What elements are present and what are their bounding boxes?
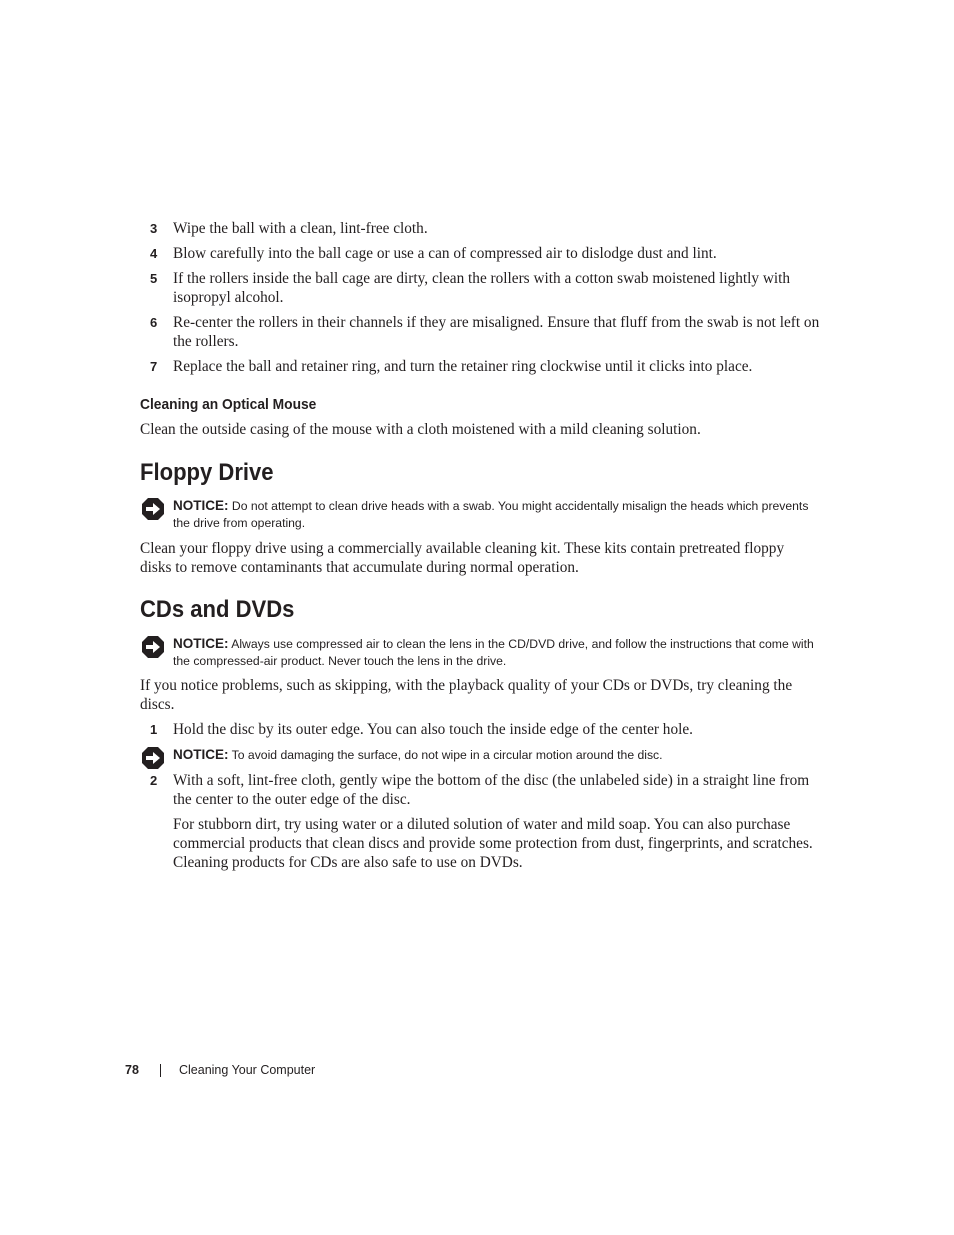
- notice-arrow-icon: [141, 746, 165, 770]
- step-number: 6: [150, 315, 158, 330]
- step-number: 5: [150, 271, 158, 286]
- notice-label: NOTICE:: [173, 747, 229, 762]
- optical-mouse-heading: Cleaning an Optical Mouse: [140, 396, 317, 413]
- floppy-drive-heading: Floppy Drive: [140, 459, 274, 486]
- notice-arrow-icon: [141, 497, 165, 521]
- optical-mouse-text: Clean the outside casing of the mouse with a cloth moistened with a mild cleaning solution.: [140, 421, 701, 438]
- list-item: [140, 720, 820, 739]
- list-item: [140, 771, 820, 809]
- cds-notice-2: [140, 746, 820, 764]
- floppy-text: Clean your floppy drive using a commercially available cleaning kit. These kits contain pretreated floppy disks to remove contaminants that accumulate during normal operation.: [140, 540, 785, 576]
- step-number: 3: [150, 221, 158, 236]
- cds-intro-text: If you notice problems, such as skipping, with the playback quality of your CDs or DVDs, try cleaning the discs.: [140, 677, 793, 713]
- step-number: 4: [150, 246, 158, 261]
- chapter-title: Cleaning Your Computer: [179, 1063, 316, 1077]
- step-number: 7: [150, 359, 158, 374]
- step-number: 2: [150, 773, 158, 788]
- floppy-notice: [140, 497, 820, 532]
- notice-text: [173, 497, 820, 532]
- list-item: [140, 244, 820, 263]
- notice-label: NOTICE:: [173, 636, 229, 651]
- page-number: 78: [125, 1063, 139, 1077]
- list-item: [140, 269, 820, 307]
- step-text: With a soft, lint-free cloth, gently wipe the bottom of the disc (the unlabeled side) in a straight line from the center to the outer edge of the disc.: [173, 772, 810, 808]
- footer-divider: [160, 1064, 161, 1077]
- step-text: If the rollers inside the ball cage are dirty, clean the rollers with a cotton swab moistened lightly with isopropyl alcohol.: [173, 270, 791, 306]
- notice-text: [173, 746, 820, 764]
- list-item: [140, 357, 820, 376]
- notice-body: To avoid damaging the surface, do not wipe in a circular motion around the disc.: [231, 748, 663, 762]
- step-text: Hold the disc by its outer edge. You can also touch the inside edge of the center hole.: [173, 721, 693, 738]
- notice-arrow-icon: [141, 635, 165, 659]
- list-item: [140, 313, 820, 351]
- step-text: Replace the ball and retainer ring, and turn the retainer ring clockwise until it clicks into place.: [173, 358, 753, 375]
- notice-label: NOTICE:: [173, 498, 229, 513]
- step-text: Wipe the ball with a clean, lint-free cloth.: [173, 220, 428, 237]
- step-text: Blow carefully into the ball cage or use a can of compressed air to dislodge dust and lint.: [173, 245, 717, 262]
- step-text: Re-center the rollers in their channels if they are misaligned. Ensure that fluff from the swab is not left on the rollers.: [173, 314, 820, 350]
- cds-dvds-heading: CDs and DVDs: [140, 596, 295, 623]
- notice-body: Do not attempt to clean drive heads with a swab. You might accidentally misalign the heads which prevents the drive from operating.: [173, 499, 809, 530]
- cds-notice-1: [140, 635, 820, 670]
- notice-text: [173, 635, 820, 670]
- step-2-continuation: For stubborn dirt, try using water or a diluted solution of water and mild soap. You can also purchase commercial products that clean discs and provide some protection from dust, fingerprints, and scratches. Cleaning products for CDs are also safe to use on DVDs.: [173, 816, 813, 871]
- list-item: [140, 219, 820, 238]
- notice-body: Always use compressed air to clean the lens in the CD/DVD drive, and follow the instructions that come with the compressed-air product. Never touch the lens in the drive.: [173, 637, 814, 668]
- step-number: 1: [150, 722, 158, 737]
